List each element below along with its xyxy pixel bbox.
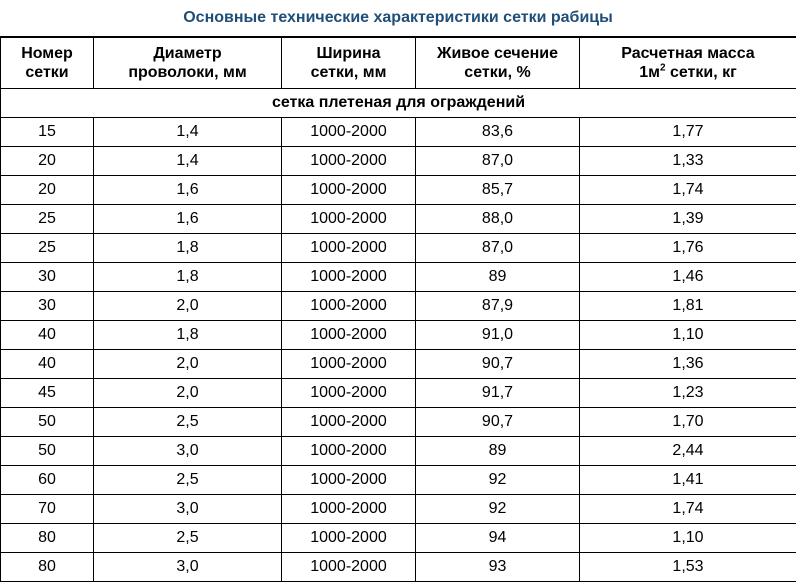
cell-mass: 1,10 (580, 321, 796, 350)
table-body (1, 89, 796, 582)
cell-mesh-number: 40 (1, 321, 94, 350)
table-row (1, 379, 796, 408)
cell-open-area: 92 (416, 466, 580, 495)
header-wire-diameter-line2: проволоки, мм (128, 64, 247, 81)
cell-mesh-number: 60 (1, 466, 94, 495)
header-mesh-width-line2: сетки, мм (310, 64, 387, 81)
cell-open-area: 90,7 (416, 350, 580, 379)
cell-mass: 1,39 (580, 205, 796, 234)
cell-mesh-number: 30 (1, 292, 94, 321)
cell-wire-diameter: 2,0 (94, 379, 282, 408)
cell-wire-diameter: 1,6 (94, 176, 282, 205)
cell-wire-diameter: 1,6 (94, 205, 282, 234)
cell-wire-diameter: 1,8 (94, 321, 282, 350)
header-wire-diameter (94, 37, 282, 89)
cell-mesh-number: 25 (1, 234, 94, 263)
cell-wire-diameter: 2,5 (94, 524, 282, 553)
table-row (1, 350, 796, 379)
table-row (1, 205, 796, 234)
section-row (1, 89, 796, 118)
cell-mass: 1,74 (580, 495, 796, 524)
cell-wire-diameter: 1,4 (94, 118, 282, 147)
cell-open-area: 85,7 (416, 176, 580, 205)
cell-mass: 1,33 (580, 147, 796, 176)
cell-open-area: 87,9 (416, 292, 580, 321)
cell-mass: 1,74 (580, 176, 796, 205)
cell-mass: 1,36 (580, 350, 796, 379)
cell-mesh-width: 1000-2000 (282, 321, 416, 350)
header-mass-rest: сетки, кг (665, 64, 737, 81)
table-row (1, 147, 796, 176)
cell-wire-diameter: 3,0 (94, 495, 282, 524)
cell-open-area: 88,0 (416, 205, 580, 234)
cell-mesh-width: 1000-2000 (282, 263, 416, 292)
header-mass-line1: Расчетная масса (621, 45, 755, 62)
cell-mesh-number: 80 (1, 524, 94, 553)
cell-open-area: 91,0 (416, 321, 580, 350)
cell-mesh-width: 1000-2000 (282, 205, 416, 234)
table-row (1, 321, 796, 350)
cell-mass: 1,10 (580, 524, 796, 553)
table-row (1, 292, 796, 321)
table-row (1, 263, 796, 292)
cell-mesh-width: 1000-2000 (282, 176, 416, 205)
section-label: сетка плетеная для ограждений (1, 89, 796, 118)
table-row (1, 437, 796, 466)
cell-mass: 1,23 (580, 379, 796, 408)
table-row (1, 176, 796, 205)
cell-mesh-width: 1000-2000 (282, 495, 416, 524)
cell-open-area: 89 (416, 263, 580, 292)
cell-open-area: 83,6 (416, 118, 580, 147)
header-row (1, 37, 796, 89)
cell-mesh-number: 70 (1, 495, 94, 524)
cell-mesh-number: 20 (1, 147, 94, 176)
cell-mesh-width: 1000-2000 (282, 408, 416, 437)
cell-mesh-width: 1000-2000 (282, 350, 416, 379)
cell-mass: 1,81 (580, 292, 796, 321)
cell-mass: 1,41 (580, 466, 796, 495)
cell-mesh-number: 20 (1, 176, 94, 205)
cell-mass: 2,44 (580, 437, 796, 466)
cell-wire-diameter: 2,5 (94, 466, 282, 495)
cell-mesh-number: 50 (1, 437, 94, 466)
table-row (1, 408, 796, 437)
cell-wire-diameter: 1,8 (94, 234, 282, 263)
table-row (1, 524, 796, 553)
cell-wire-diameter: 3,0 (94, 437, 282, 466)
cell-mass: 1,77 (580, 118, 796, 147)
header-mesh-number-line1: Номер (21, 45, 73, 62)
cell-open-area: 89 (416, 437, 580, 466)
cell-wire-diameter: 2,0 (94, 292, 282, 321)
table-row (1, 118, 796, 147)
header-open-area (416, 37, 580, 89)
header-mesh-width-line1: Ширина (316, 45, 381, 62)
header-mass-line2 (580, 63, 796, 82)
cell-wire-diameter: 2,5 (94, 408, 282, 437)
cell-mass: 1,70 (580, 408, 796, 437)
cell-open-area: 90,7 (416, 408, 580, 437)
cell-mesh-width: 1000-2000 (282, 553, 416, 582)
cell-mass: 1,53 (580, 553, 796, 582)
cell-mesh-width: 1000-2000 (282, 524, 416, 553)
specifications-table (0, 36, 796, 582)
cell-open-area: 87,0 (416, 234, 580, 263)
header-mesh-number-line2: сетки (25, 64, 69, 81)
cell-wire-diameter: 2,0 (94, 350, 282, 379)
cell-mesh-number: 30 (1, 263, 94, 292)
cell-wire-diameter: 3,0 (94, 553, 282, 582)
cell-mass: 1,76 (580, 234, 796, 263)
cell-mesh-number: 50 (1, 408, 94, 437)
table-row (1, 234, 796, 263)
header-open-area-line2: сетки, % (464, 64, 531, 81)
cell-mass: 1,46 (580, 263, 796, 292)
cell-open-area: 92 (416, 495, 580, 524)
header-mass (580, 37, 796, 89)
cell-mesh-width: 1000-2000 (282, 466, 416, 495)
cell-mesh-number: 25 (1, 205, 94, 234)
cell-mesh-width: 1000-2000 (282, 234, 416, 263)
table-row (1, 495, 796, 524)
header-open-area-line1: Живое сечение (436, 45, 559, 62)
cell-mesh-number: 45 (1, 379, 94, 408)
cell-mesh-width: 1000-2000 (282, 437, 416, 466)
header-mesh-width (282, 37, 416, 89)
cell-open-area: 93 (416, 553, 580, 582)
cell-mesh-width: 1000-2000 (282, 147, 416, 176)
cell-mesh-number: 40 (1, 350, 94, 379)
header-mass-unit: 1м (639, 64, 660, 81)
cell-mesh-number: 80 (1, 553, 94, 582)
cell-mesh-width: 1000-2000 (282, 292, 416, 321)
cell-mesh-number: 15 (1, 118, 94, 147)
page-title: Основные технические характеристики сетки рабицы (183, 9, 613, 26)
header-wire-diameter-line1: Диаметр (153, 45, 222, 62)
cell-mesh-width: 1000-2000 (282, 118, 416, 147)
table-row (1, 553, 796, 582)
cell-wire-diameter: 1,4 (94, 147, 282, 176)
cell-mesh-width: 1000-2000 (282, 379, 416, 408)
header-mesh-number (1, 37, 94, 89)
table-row (1, 466, 796, 495)
cell-open-area: 94 (416, 524, 580, 553)
header-mass-superscript: 2 (659, 62, 666, 74)
cell-open-area: 87,0 (416, 147, 580, 176)
cell-open-area: 91,7 (416, 379, 580, 408)
cell-wire-diameter: 1,8 (94, 263, 282, 292)
